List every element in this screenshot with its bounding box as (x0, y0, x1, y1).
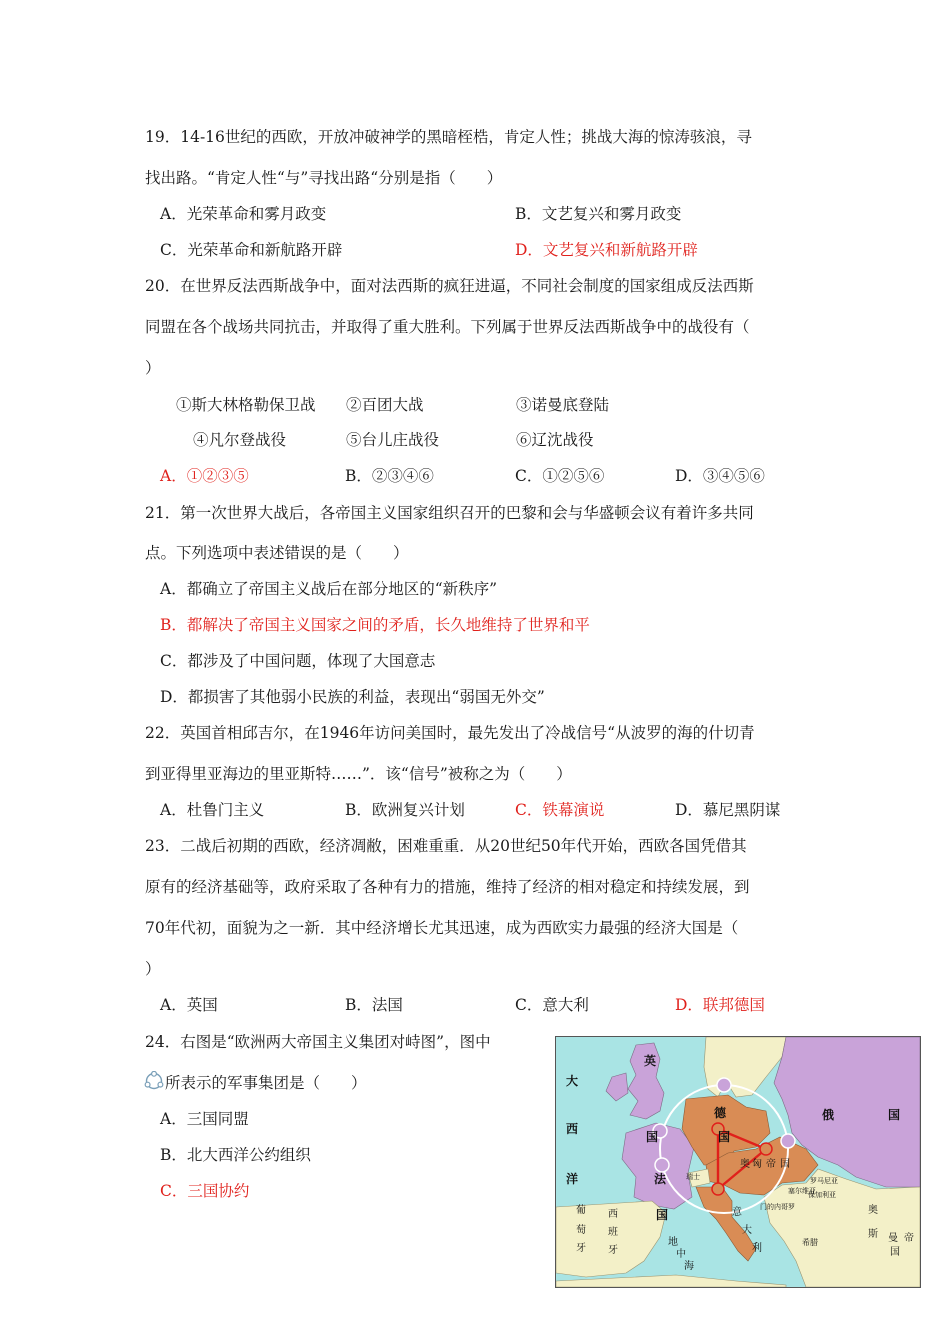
q20-stem-line-1: 20．在世界反法西斯战争中，面对法西斯的疯狂进逼，不同社会制度的国家组成反法西斯 (145, 277, 754, 295)
q20-option-c: C．①②⑤⑥ (515, 467, 605, 485)
map-label: 曼 (888, 1233, 898, 1244)
q24-stem-line-1: 24．右图是“欧洲两大帝国主义集团对峙图”，图中 (145, 1033, 491, 1051)
map-label: 中 (676, 1249, 686, 1260)
q19-option-d-answer: D．文艺复兴和新航路开辟 (515, 241, 698, 259)
triangle-node-italy (712, 1183, 724, 1195)
map-label: 门的内哥罗 (760, 1203, 795, 1211)
q19-option-b: B．文艺复兴和雾月政变 (515, 205, 682, 223)
q24-option-c-answer: C．三国协约 (160, 1182, 250, 1200)
q21-stem-line-1: 21．第一次世界大战后，各帝国主义国家组织召开的巴黎和会与华盛顿会议有着许多共同 (145, 504, 754, 522)
q20-item-2: ②百团大战 (346, 396, 424, 414)
q22-option-b: B．欧洲复兴计划 (345, 801, 465, 819)
map-label: 国 (718, 1130, 731, 1144)
q20-item-5: ⑤台儿庄战役 (346, 431, 440, 449)
map-label: 保加利亚 (808, 1191, 836, 1199)
q21-stem-line-2: 点。下列选项中表述错误的是（ ） (145, 544, 409, 562)
map-label: 罗马尼亚 (810, 1177, 838, 1185)
map-label: 德 (714, 1106, 727, 1120)
q22-stem-line-1: 22．英国首相邱吉尔，在1946年访问美国时，最先发出了冷战信号“从波罗的海的什切青 (145, 724, 755, 742)
map-label: 洋 (566, 1172, 579, 1186)
map-label: 塞尔维亚 (788, 1187, 816, 1195)
map-label: 斯 (868, 1229, 878, 1240)
q21-option-a: A．都确立了帝国主义战后在部分地区的“新秩序” (160, 580, 498, 598)
q23-stem-line-1: 23．二战后初期的西欧，经济凋敝，困难重重．从20世纪50年代开始，西欧各国凭借其 (145, 837, 747, 855)
map-label: 俄 (822, 1108, 835, 1122)
ring-node-france (655, 1158, 669, 1172)
q22-stem-line-2: 到亚得里亚海边的里亚斯特……”．该“信号”被称之为（ ） (145, 765, 572, 783)
map-label: 奥 (868, 1205, 878, 1216)
map-label: 国 (780, 1159, 790, 1170)
europe-alliances-map (555, 1036, 921, 1288)
map-label: 牙 (576, 1243, 586, 1254)
map-label: 班 (608, 1227, 618, 1238)
triangle-node-austria (760, 1143, 772, 1155)
q20-option-b: B．②③④⑥ (345, 467, 434, 485)
map-label: 国 (888, 1108, 901, 1122)
map-label: 国 (646, 1130, 659, 1144)
map-label: 法 (654, 1172, 667, 1186)
q23-option-d-answer: D．联邦德国 (675, 996, 765, 1014)
ring-node-north (717, 1078, 731, 1092)
q20-item-4: ④凡尔登战役 (193, 431, 287, 449)
q21-option-d: D．都损害了其他弱小民族的利益，表现出“弱国无外交” (160, 688, 545, 706)
map-label: 匈 (752, 1159, 762, 1170)
map-label: 国 (656, 1208, 669, 1222)
q24-option-a: A．三国同盟 (160, 1110, 249, 1128)
ring-node-russia (781, 1134, 795, 1148)
map-label: 大 (566, 1074, 579, 1088)
map-label: 瑞士 (686, 1173, 700, 1181)
map-label: 利 (752, 1243, 762, 1254)
map-label: 意 (732, 1207, 742, 1218)
q20-stem-line-3: ） (145, 359, 161, 377)
map-label: 西 (608, 1209, 618, 1220)
map-label: 海 (684, 1261, 694, 1272)
q22-option-a: A．杜鲁门主义 (160, 801, 265, 819)
ring-symbol-icon (143, 1071, 165, 1091)
q20-item-1: ①斯大林格勒保卫战 (176, 396, 316, 414)
q19-stem-line-1: 19．14-16世纪的西欧，开放冲破神学的黑暗桎梏，肯定人性；挑战大海的惊涛骇浪，寻 (145, 128, 752, 146)
map-label: 帝 (766, 1159, 776, 1170)
map-label: 西 (566, 1122, 579, 1136)
q22-option-d: D．慕尼黑阴谋 (675, 801, 781, 819)
map-label: 葡 (576, 1205, 586, 1216)
map-drawing (556, 1037, 920, 1287)
map-label: 牙 (608, 1245, 618, 1256)
map-label: 国 (890, 1247, 900, 1258)
q24-stem-line-2: 所表示的军事集团是（ ） (165, 1074, 367, 1092)
map-label: 希腊 (802, 1238, 818, 1247)
q23-option-a: A．英国 (160, 996, 218, 1014)
q19-option-c: C．光荣革命和新航路开辟 (160, 241, 343, 259)
q20-option-d: D．③④⑤⑥ (675, 467, 765, 485)
map-label: 地 (668, 1237, 678, 1248)
map-label: 帝 (904, 1233, 914, 1244)
q20-item-6: ⑥辽沈战役 (516, 431, 594, 449)
q19-option-a: A．光荣革命和雾月政变 (160, 205, 327, 223)
q20-option-a-answer: A．①②③⑤ (160, 467, 249, 485)
map-label: 萄 (576, 1225, 586, 1236)
q19-stem-line-2: 找出路。“肯定人性“与”寻找出路“分别是指（ ） (145, 169, 503, 187)
q23-stem-line-4: ） (145, 960, 161, 978)
q21-option-c: C．都涉及了中国问题，体现了大国意志 (160, 652, 436, 670)
q20-stem-line-2: 同盟在各个战场共同抗击，并取得了重大胜利。下列属于世界反法西斯战争中的战役有（ (145, 318, 750, 336)
q23-option-b: B．法国 (345, 996, 403, 1014)
map-label: 英 (644, 1054, 657, 1068)
map-label: 奥 (740, 1159, 750, 1170)
q23-option-c: C．意大利 (515, 996, 589, 1014)
q24-option-b: B．北大西洋公约组织 (160, 1146, 311, 1164)
map-label: 大 (742, 1225, 752, 1236)
q20-item-3: ③诺曼底登陆 (516, 396, 610, 414)
q21-option-b-answer: B．都解决了帝国主义国家之间的矛盾，长久地维持了世界和平 (160, 616, 590, 634)
q22-option-c-answer: C．铁幕演说 (515, 801, 605, 819)
q23-stem-line-2: 原有的经济基础等，政府采取了各种有力的措施，维持了经济的相对稳定和持续发展，到 (145, 878, 750, 896)
q23-stem-line-3: 70年代初，面貌为之一新．其中经济增长尤其迅速，成为西欧实力最强的经济大国是（ (145, 919, 739, 937)
